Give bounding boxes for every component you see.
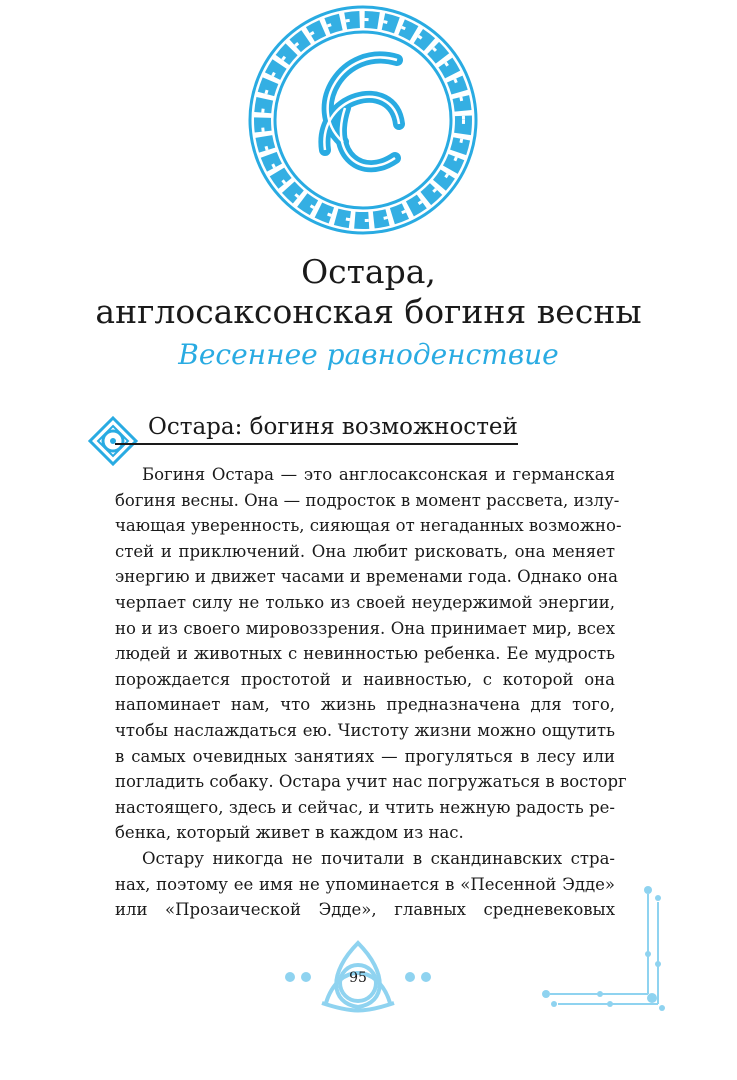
- text-line: богиня весны. Она — подросток в момент рассвета, излу-: [115, 490, 620, 510]
- paragraph-1: [115, 462, 627, 846]
- text-line: напоминает нам, что жизнь предназначена для того,: [115, 695, 615, 715]
- celtic-knot-diamond-icon: [88, 416, 138, 466]
- text-line: черпает силу не только из своей неудержимой энергии,: [115, 592, 615, 612]
- text-line: в самых очевидных занятиях — прогуляться в лесу или: [115, 746, 615, 766]
- section-title: Остара: богиня возможностей: [148, 414, 518, 440]
- text-line: или «Прозаической Эдде», главных средневековых: [115, 900, 615, 920]
- text-line: чающая уверенность, сияющая от негаданных возможно-: [115, 516, 622, 536]
- text-line: бенка, который живет в каждом из нас.: [115, 823, 464, 843]
- celtic-knot-ring-icon: [247, 4, 479, 236]
- text-line: Остару никогда не почитали в скандинавских стра-: [142, 849, 615, 868]
- text-line: погладить собаку. Остара учит нас погружаться в восторг: [115, 772, 627, 792]
- page-subtitle: Весеннее равноденствие: [178, 338, 559, 371]
- page-title-line2: англосаксонская богиня весны: [95, 292, 642, 331]
- text-line: чтобы наслаждаться ею. Чистоту жизни можно ощутить: [115, 720, 615, 740]
- text-line: людей и животных с невинностью ребенка. Ее мудрость: [115, 644, 615, 664]
- text-line: настоящего, здесь и сейчас, и чтить нежную радость ре-: [115, 797, 615, 817]
- text-line: стей и приключений. Она любит рисковать, она меняет: [115, 541, 615, 561]
- corner-ornament-icon: [540, 884, 670, 1019]
- section-underline: [115, 443, 518, 445]
- text-line: порождается простотой и наивностью, с которой она: [115, 669, 615, 689]
- page-number: 95: [349, 970, 367, 986]
- text-line: Богиня Остара — это англосаксонская и германская: [142, 465, 615, 484]
- page-title-line1: Остара,: [301, 252, 436, 291]
- text-line: нах, поэтому ее имя не упоминается в «Песенной Эдде»: [115, 874, 615, 894]
- text-line: энергию и движет часами и временами года. Однако она: [115, 567, 618, 587]
- text-line: но и из своего мировоззрения. Она принимает мир, всех: [115, 618, 615, 638]
